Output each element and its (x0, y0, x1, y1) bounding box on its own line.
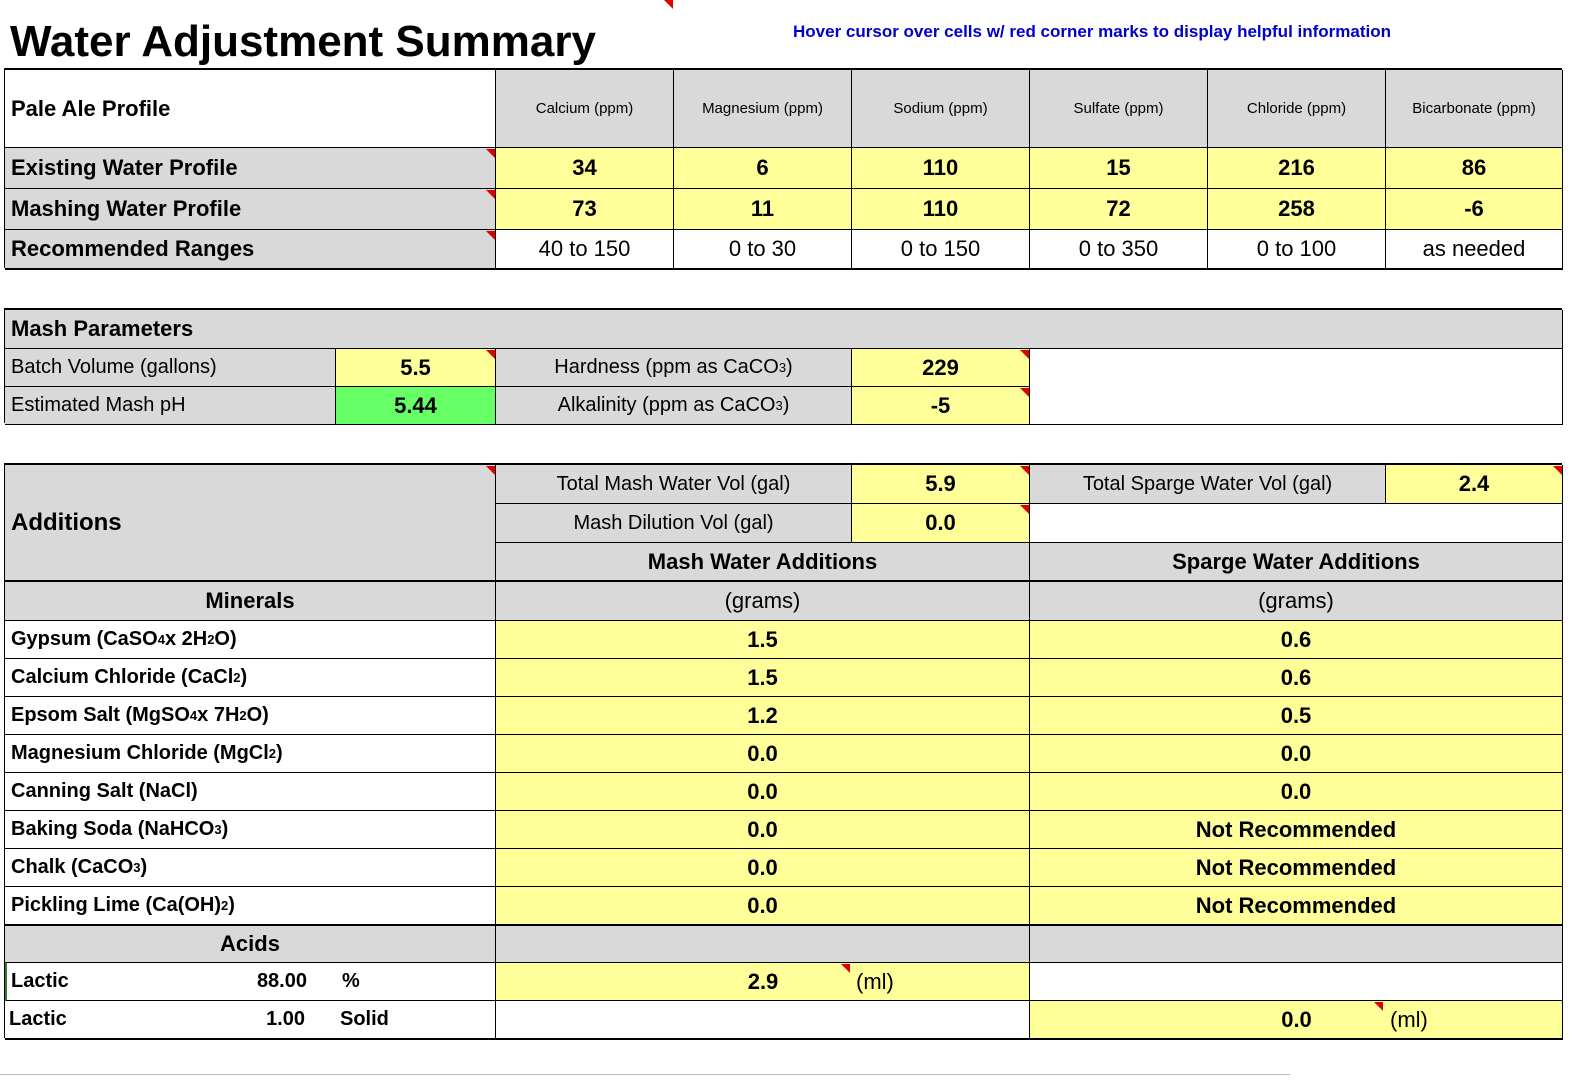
mash-parameters (4, 308, 1562, 423)
comment-marker[interactable] (486, 149, 495, 158)
profile-table (4, 68, 1562, 268)
existing-bicarbonate[interactable]: 86 (1386, 148, 1563, 189)
mineral-sparge-input[interactable]: 0.5 (1030, 697, 1563, 735)
batch-volume-input[interactable]: 5.5 (336, 349, 496, 387)
acid-strength[interactable]: 1.00 (266, 1008, 305, 1030)
total-mash-vol-value: 5.9 (852, 465, 1030, 504)
header-sulfate: Sulfate (ppm) (1030, 70, 1208, 148)
profile-name: Pale Ale Profile (5, 70, 496, 148)
mineral-label-pre: Canning Salt (NaCl) (11, 780, 198, 802)
mineral-label: Chalk (CaCO 3 ) (5, 849, 496, 887)
mineral-label-mid: ) (221, 818, 229, 840)
mash-parameters-title: Mash Parameters (5, 310, 1563, 349)
blank-cell (1030, 504, 1563, 543)
acid-mash-unit: (ml) (856, 968, 894, 994)
hardness-label-text: Hardness (ppm as CaCO (554, 356, 779, 378)
batch-volume-label: Batch Volume (gallons) (5, 349, 336, 387)
comment-marker[interactable] (486, 466, 495, 475)
comment-marker[interactable] (1020, 350, 1029, 359)
hardness-value: 229 (852, 349, 1030, 387)
comment-marker[interactable] (1020, 505, 1029, 514)
range-calcium: 40 to 150 (496, 230, 674, 270)
total-sparge-vol-label: Total Sparge Water Vol (gal) (1030, 465, 1386, 504)
mashing-sodium: 110 (852, 189, 1030, 230)
acid-name: Lactic (11, 970, 69, 992)
comment-marker[interactable] (486, 350, 495, 359)
mineral-mash-input[interactable]: 1.5 (496, 659, 1030, 697)
mash-additions-header: Mash Water Additions (496, 543, 1030, 582)
mashing-chloride: 258 (1208, 189, 1386, 230)
mineral-mash-input[interactable]: 0.0 (496, 773, 1030, 811)
header-chloride: Chloride (ppm) (1208, 70, 1386, 148)
mineral-label-pre: Epsom Salt (MgSO (11, 704, 190, 726)
mineral-label: Baking Soda (NaHCO 3 ) (5, 811, 496, 849)
mineral-label-post: O) (214, 628, 237, 650)
acid-strength[interactable]: 88.00 (256, 970, 307, 992)
acids-header: Acids (5, 925, 496, 963)
mineral-mash-input[interactable]: 1.2 (496, 697, 1030, 735)
range-sodium: 0 to 150 (852, 230, 1030, 270)
sparge-unit-grams: (grams) (1030, 582, 1563, 621)
mashing-magnesium: 11 (674, 189, 852, 230)
divider (0, 1074, 1290, 1075)
mineral-label-pre: Magnesium Chloride (MgCl (11, 742, 269, 764)
acid-sparge-blank (1030, 963, 1563, 1001)
mineral-label-mid: ) (276, 742, 283, 764)
row-label-existing[interactable]: Existing Water Profile (5, 148, 496, 189)
acid-mash-value: 2.9 (747, 968, 779, 994)
total-mash-vol-label: Total Mash Water Vol (gal) (496, 465, 852, 504)
existing-chloride[interactable]: 216 (1208, 148, 1386, 189)
hint-text: Hover cursor over cells w/ red corner marks to display helpful information (793, 22, 1392, 41)
mineral-label-pre: Calcium Chloride (CaCl (11, 666, 234, 688)
mineral-mash-input[interactable]: 1.5 (496, 621, 1030, 659)
mineral-sparge-input[interactable]: 0.0 (1030, 735, 1563, 773)
range-bicarbonate: as needed (1386, 230, 1563, 270)
additions-title: Additions (5, 465, 496, 582)
mineral-sparge-input[interactable]: Not Recommended (1030, 811, 1563, 849)
alkalinity-label-tail: ) (782, 394, 790, 416)
page-title: Water Adjustment Summary (10, 17, 596, 66)
mineral-label: Pickling Lime (Ca(OH) 2 ) (5, 887, 496, 925)
mineral-label (5, 773, 496, 811)
acids-sparge-blank (1030, 925, 1563, 963)
mineral-label-mid: x 2H (164, 628, 208, 650)
comment-marker[interactable] (1553, 466, 1562, 475)
mineral-label: Calcium Chloride (CaCl 2 ) (5, 659, 496, 697)
range-sulfate: 0 to 350 (1030, 230, 1208, 270)
mineral-sparge-input[interactable]: Not Recommended (1030, 887, 1563, 925)
header-calcium: Calcium (ppm) (496, 70, 674, 148)
alkalinity-label-text: Alkalinity (ppm as CaCO (557, 394, 776, 416)
alkalinity-label: Alkalinity (ppm as CaCO 3 ) (496, 387, 852, 425)
comment-marker[interactable] (1020, 466, 1029, 475)
mineral-mash-input[interactable]: 0.0 (496, 849, 1030, 887)
hardness-label-tail: ) (786, 356, 793, 378)
mineral-label-post: O) (246, 704, 269, 726)
acid-name: Lactic (9, 1008, 67, 1030)
mash-ph-value: 5.44 (336, 387, 496, 425)
mash-dilution-input[interactable]: 0.0 (852, 504, 1030, 543)
mineral-label-pre: Gypsum (CaSO (11, 628, 158, 650)
acids-mash-blank (496, 925, 1030, 963)
mineral-label-pre: Baking Soda (NaHCO (11, 818, 215, 840)
mineral-sparge-input[interactable]: 0.6 (1030, 621, 1563, 659)
alkalinity-value: -5 (852, 387, 1030, 425)
acid-unit: % (342, 970, 360, 992)
mineral-label-mid: ) (140, 856, 148, 878)
existing-calcium[interactable]: 34 (496, 148, 674, 189)
header-sodium: Sodium (ppm) (852, 70, 1030, 148)
mineral-mash-input[interactable]: 0.0 (496, 887, 1030, 925)
comment-marker[interactable] (664, 0, 673, 9)
mineral-label: Magnesium Chloride (MgCl 2 ) (5, 735, 496, 773)
mineral-sparge-input[interactable]: 0.0 (1030, 773, 1563, 811)
additions-table (4, 463, 1562, 1038)
acid-mash-input[interactable] (496, 963, 1030, 1001)
comment-marker[interactable] (486, 231, 495, 240)
header-bicarbonate: Bicarbonate (ppm) (1386, 70, 1563, 148)
total-sparge-vol-value: 2.4 (1386, 465, 1563, 504)
comment-marker[interactable] (486, 190, 495, 199)
row-label-mashing[interactable]: Mashing Water Profile (5, 189, 496, 230)
range-chloride: 0 to 100 (1208, 230, 1386, 270)
range-magnesium: 0 to 30 (674, 230, 852, 270)
minerals-header: Minerals (5, 582, 496, 621)
mashing-calcium: 73 (496, 189, 674, 230)
mashing-bicarbonate: -6 (1386, 189, 1563, 230)
hardness-label: Hardness (ppm as CaCO 3 ) (496, 349, 852, 387)
mineral-label-pre: Chalk (CaCO (11, 856, 134, 878)
mineral-label-mid: x 7H (197, 704, 240, 726)
mashing-sulfate: 72 (1030, 189, 1208, 230)
existing-sodium[interactable]: 110 (852, 148, 1030, 189)
mineral-label-mid: ) (228, 894, 235, 916)
mineral-sparge-input[interactable]: Not Recommended (1030, 849, 1563, 887)
header-magnesium: Magnesium (ppm) (674, 70, 852, 148)
comment-marker[interactable] (841, 964, 850, 973)
acid-row (5, 1001, 496, 1040)
mash-dilution-label: Mash Dilution Vol (gal) (496, 504, 852, 543)
acid-sparge-value: 0.0 (1281, 1006, 1312, 1032)
mineral-mash-input[interactable]: 0.0 (496, 811, 1030, 849)
blank-cell (1030, 349, 1563, 425)
acid-mash-blank (496, 1001, 1030, 1040)
comment-marker[interactable] (1374, 1002, 1383, 1011)
mineral-sparge-input[interactable]: 0.6 (1030, 659, 1563, 697)
acid-sparge-input[interactable] (1030, 1001, 1563, 1040)
existing-magnesium[interactable]: 6 (674, 148, 852, 189)
mash-unit-grams: (grams) (496, 582, 1030, 621)
comment-marker[interactable] (1020, 388, 1029, 397)
mash-ph-label: Estimated Mash pH (5, 387, 336, 425)
mineral-label-pre: Pickling Lime (Ca(OH) (11, 894, 222, 916)
existing-sulfate[interactable]: 15 (1030, 148, 1208, 189)
acid-row (5, 963, 496, 1001)
mineral-label: Epsom Salt (MgSO 4 x 7H 2 O) (5, 697, 496, 735)
sparge-additions-header: Sparge Water Additions (1030, 543, 1563, 582)
acid-unit: Solid (340, 1008, 389, 1030)
row-label-recommended[interactable]: Recommended Ranges (5, 230, 496, 270)
mineral-label: Gypsum (CaSO 4 x 2H 2 O) (5, 621, 496, 659)
mineral-mash-input[interactable]: 0.0 (496, 735, 1030, 773)
mineral-label-mid: ) (240, 666, 248, 688)
acid-sparge-unit: (ml) (1390, 1006, 1428, 1032)
